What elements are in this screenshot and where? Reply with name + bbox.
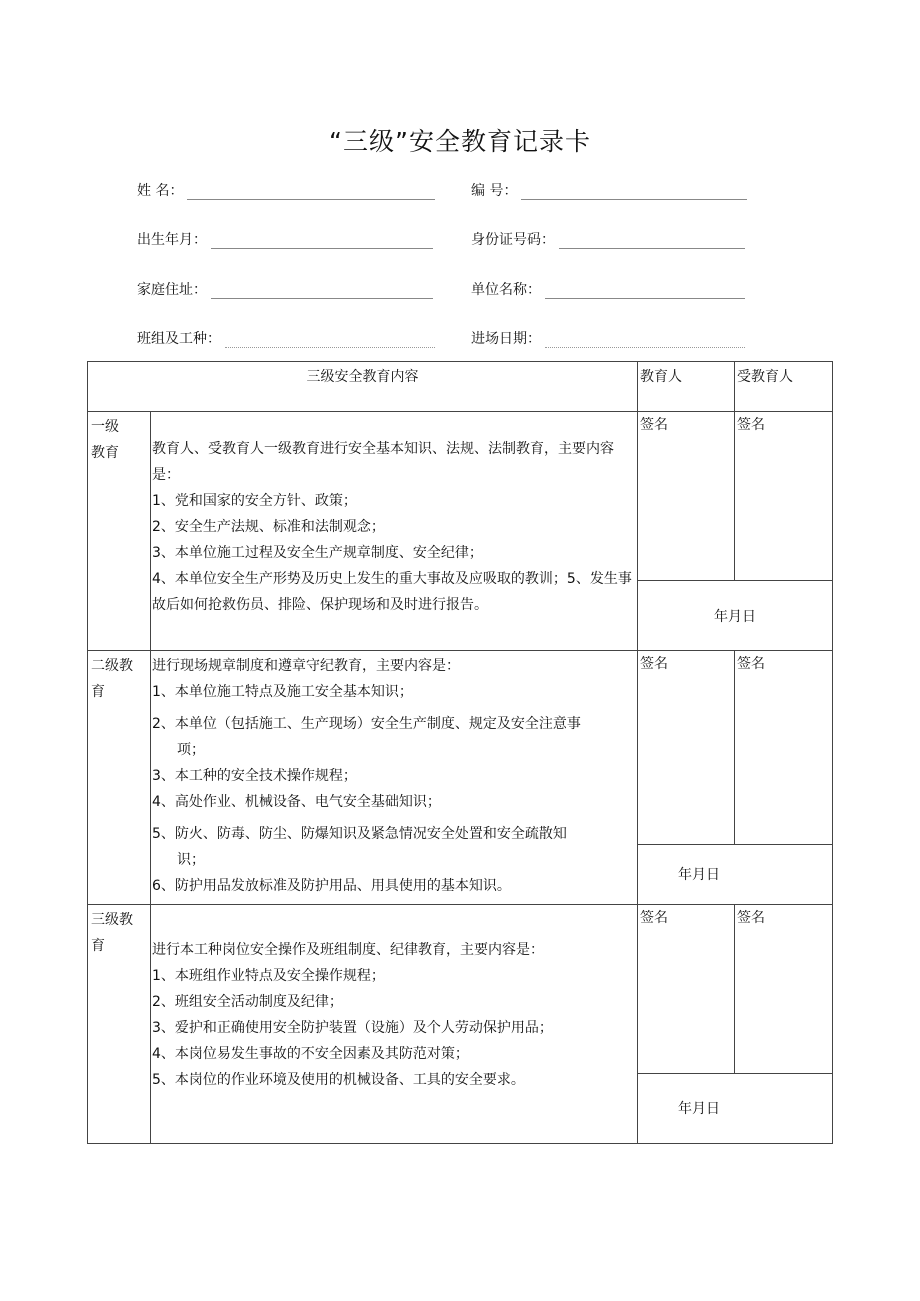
level1-label <box>88 412 151 651</box>
level1-educatee-sign[interactable]: 签名 <box>735 412 833 581</box>
level3-item4: 4、本岗位易发生事故的不安全因素及其防范对策； <box>152 1045 469 1062</box>
birth-field <box>137 229 433 249</box>
level2-educator-sign[interactable]: 签名 <box>638 651 735 844</box>
unit-name-field <box>471 279 745 299</box>
number-label: 编 号： <box>471 183 518 199</box>
level1-label-line2: 教育 <box>91 445 119 462</box>
level3-sign-row <box>88 904 833 1073</box>
level3-intro: 进行本工种岗位安全操作及班组制度、纪律教育，主要内容是： <box>152 941 544 958</box>
level2-item3: 3、本工种的安全技术操作规程； <box>152 768 357 785</box>
entry-date-label: 进场日期： <box>471 331 541 347</box>
id-number-label: 身份证号码： <box>471 232 555 248</box>
address-label: 家庭住址： <box>137 282 207 298</box>
level1-item3: 3、本单位施工过程及安全生产规章制度、安全纪律； <box>152 545 483 562</box>
entry-date-field <box>471 328 745 348</box>
team-trade-label: 班组及工种： <box>137 331 221 347</box>
team-trade-input-line[interactable] <box>225 333 435 348</box>
level2-label <box>88 651 151 904</box>
name-label: 姓 名： <box>137 183 184 199</box>
level1-item2: 2、安全生产法规、标准和法制观念； <box>152 519 385 536</box>
id-number-input-line[interactable] <box>559 234 745 249</box>
id-number-field <box>471 229 745 249</box>
level2-educatee-sign[interactable]: 签名 <box>735 651 833 844</box>
level3-label <box>88 904 151 1143</box>
level3-educator-sign[interactable]: 签名 <box>638 904 735 1073</box>
level1-educator-sign[interactable]: 签名 <box>638 412 735 581</box>
level2-item6: 6、防护用品发放标准及防护用品、用具使用的基本知识。 <box>152 878 511 895</box>
level1-label-line1: 一级 <box>91 419 119 436</box>
name-input-line[interactable] <box>187 185 435 200</box>
level3-date[interactable]: 年月日 <box>638 1073 833 1143</box>
number-input-line[interactable] <box>521 185 747 200</box>
table-header-row <box>88 362 833 412</box>
level1-item4: 4、本单位安全生产形势及历史上发生的重大事故及应吸取的教训；5、发生事故后如何抢救伤员、排险、保护现场和及时进行报告。 <box>152 571 632 614</box>
level1-intro: 教育人、受教育人一级教育进行安全基本知识、法规、法制教育，主要内容是： <box>152 441 614 484</box>
number-field <box>471 180 747 200</box>
level2-item5-b: 识； <box>177 852 205 869</box>
team-trade-field <box>137 328 435 348</box>
education-record-table <box>87 361 833 1144</box>
level3-item5: 5、本岗位的作业环境及使用的机械设备、工具的安全要求。 <box>152 1071 525 1088</box>
level1-content <box>151 412 638 651</box>
level2-item1: 1、本单位施工特点及施工安全基本知识； <box>152 684 413 701</box>
header-educatee: 受教育人 <box>735 362 833 412</box>
header-educator: 教育人 <box>638 362 735 412</box>
level3-educatee-sign[interactable]: 签名 <box>735 904 833 1073</box>
level3-item3: 3、爱护和正确使用安全防护装置（设施）及个人劳动保护用品； <box>152 1019 553 1036</box>
address-input-line[interactable] <box>211 284 433 299</box>
level3-item2: 2、班组安全活动制度及纪律； <box>152 993 343 1010</box>
entry-date-input-line[interactable] <box>545 333 745 348</box>
level2-item5-a: 5、防火、防毒、防尘、防爆知识及紧急情况安全处置和安全疏散知 <box>152 826 567 843</box>
header-content: 三级安全教育内容 <box>88 362 638 412</box>
level2-content <box>151 651 638 904</box>
level1-item1: 1、党和国家的安全方针、政策； <box>152 493 357 510</box>
level2-sign-row <box>88 651 833 844</box>
birth-input-line[interactable] <box>211 234 433 249</box>
level2-item4: 4、高处作业、机械设备、电气安全基础知识； <box>152 794 441 811</box>
unit-name-input-line[interactable] <box>545 284 745 299</box>
level2-label-line1: 二级教 <box>91 658 133 675</box>
birth-label: 出生年月： <box>137 232 207 248</box>
level1-date[interactable]: 年月日 <box>638 581 833 651</box>
level2-item2-a: 2、本单位（包括施工、生产现场）安全生产制度、规定及安全注意事 <box>152 716 581 733</box>
level3-item1: 1、本班组作业特点及安全操作规程； <box>152 967 385 984</box>
name-field <box>137 180 435 200</box>
level3-label-line1: 三级教 <box>91 911 133 928</box>
level2-label-line2: 育 <box>91 684 105 701</box>
address-field <box>137 279 433 299</box>
page-title: “三级”安全教育记录卡 <box>329 127 591 156</box>
level3-label-line2: 育 <box>91 937 105 954</box>
level2-date[interactable]: 年月日 <box>638 844 833 904</box>
level2-intro: 进行现场规章制度和遵章守纪教育，主要内容是： <box>152 658 460 675</box>
level3-content <box>151 904 638 1143</box>
level1-sign-row <box>88 412 833 581</box>
level2-item2-b: 项； <box>177 742 205 759</box>
unit-name-label: 单位名称： <box>471 282 541 298</box>
